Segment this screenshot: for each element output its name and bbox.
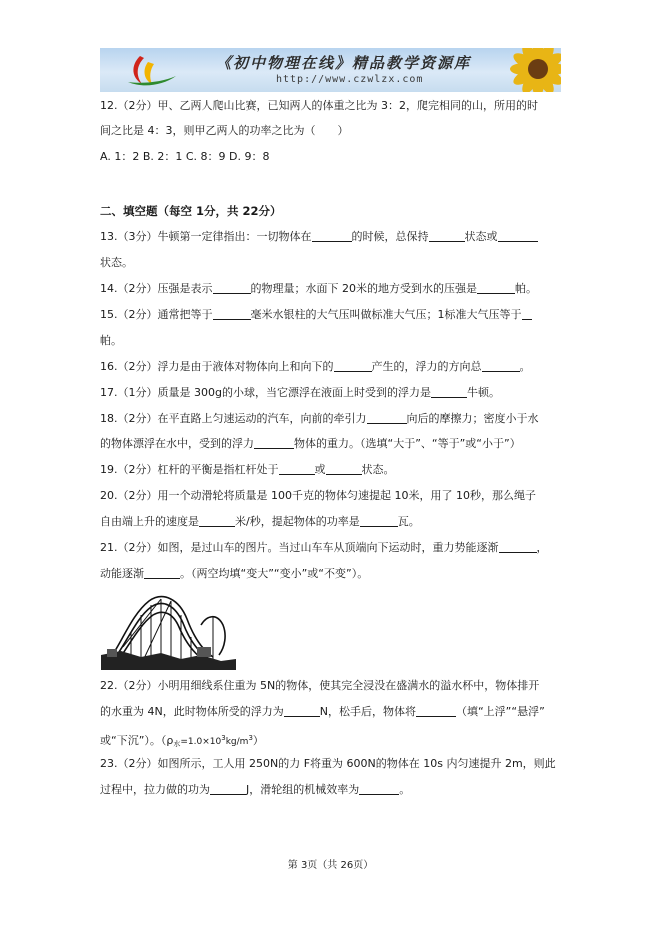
density-unit: kg/m xyxy=(225,737,249,747)
q18-text-b: 向后的摩擦力；密度小于水 xyxy=(406,412,539,425)
banner-title: 《初中物理在线》精品教学资源库 xyxy=(216,54,472,72)
unit-exponent: 3 xyxy=(248,734,253,742)
answer-blank[interactable] xyxy=(199,515,235,527)
q12-line2: 间之比是 4：3，则甲乙两人的功率之比为（ ） xyxy=(100,124,349,137)
q19-line xyxy=(100,463,395,477)
q16-text-b: 产生的，浮力的方向总 xyxy=(371,360,482,373)
q13-text-c: 状态或 xyxy=(464,230,498,243)
answer-blank[interactable] xyxy=(254,437,294,449)
answer-blank[interactable] xyxy=(213,308,251,320)
q18-text-c: 的物体漂浮在水中，受到的浮力 xyxy=(100,437,254,450)
answer-blank[interactable] xyxy=(416,705,456,717)
q12-line1: 12.（2分）甲、乙两人爬山比赛，已知两人的体重之比为 3：2，爬完相同的山，所用的时 xyxy=(100,99,538,112)
q13-text-b: 的时候，总保持 xyxy=(351,230,429,243)
roller-coaster-figure xyxy=(101,585,236,670)
q20-text-c: 米/秒，提起物体的功率是 xyxy=(235,515,360,528)
q20-line2 xyxy=(100,515,420,529)
answer-blank[interactable] xyxy=(360,515,398,527)
header-banner xyxy=(100,48,561,92)
answer-blank[interactable] xyxy=(213,282,251,294)
q14-text-c: 帕。 xyxy=(515,282,537,295)
q16-text-a: 16.（2分）浮力是由于液体对物体向上和向下的 xyxy=(100,360,334,373)
q17-text-b: 牛顿。 xyxy=(466,386,500,399)
q13-line1 xyxy=(100,230,538,244)
page-number: 第 3页（共 26页） xyxy=(287,860,374,871)
q13-line2: 状态。 xyxy=(100,256,133,269)
q22-text-e: 或“下沉”）。（ρ xyxy=(100,734,174,747)
q18-text-a: 18.（2分）在平直路上匀速运动的汽车，向前的牵引力 xyxy=(100,412,367,425)
answer-blank[interactable] xyxy=(499,541,537,553)
q12-options: A. 1：2 B. 2：1 C. 8：9 D. 9：8 xyxy=(100,150,270,163)
q21-text-d: 。（两空均填“变大”“变小”或“不变”）。 xyxy=(180,567,369,580)
answer-blank[interactable] xyxy=(359,783,399,795)
q23-text-d: 。 xyxy=(399,783,411,796)
answer-blank[interactable] xyxy=(482,360,520,372)
q22-text-d: （填“上浮”“悬浮” xyxy=(455,705,545,718)
answer-blank[interactable] xyxy=(284,705,320,717)
q17-line xyxy=(100,386,500,400)
q16-text-c: 。 xyxy=(519,360,531,373)
q21-line2 xyxy=(100,567,368,581)
q22-line2 xyxy=(100,705,545,719)
q20-text-b: 自由端上升的速度是 xyxy=(100,515,199,528)
q15-text-b: 毫米水银柱的大气压叫做标准大气压；1标准大气压等于 xyxy=(250,308,522,321)
section-title: 二、填空题（每空 1分，共 22分） xyxy=(100,204,282,218)
q20-line1: 20.（2分）用一个动滑轮将质量是 100千克的物体匀速提起 10米，用了 10秒，那么绳子 xyxy=(100,489,536,502)
answer-blank[interactable] xyxy=(477,282,515,294)
q19-text-a: 19.（2分）杠杆的平衡是指杠杆处于 xyxy=(100,463,279,476)
q22-text-c: N，松手后，物体将 xyxy=(319,705,416,718)
q18-line2 xyxy=(100,437,521,451)
q22-text-b: 的水重为 4N，此时物体所受的浮力为 xyxy=(100,705,284,718)
q21-text-a: 21.（2分）如图，是过山车的图片。当过山车车从顶端向下运动时，重力势能逐渐 xyxy=(100,541,499,554)
answer-blank[interactable] xyxy=(144,567,180,579)
answer-blank[interactable] xyxy=(522,308,532,320)
answer-blank[interactable] xyxy=(334,360,372,372)
answer-blank[interactable] xyxy=(431,386,467,398)
answer-blank[interactable] xyxy=(498,230,538,242)
answer-blank[interactable] xyxy=(312,230,352,242)
q22-line1: 22.（2分）小明用细线系住重为 5N的物体，使其完全浸没在盛满水的溢水杯中，物体排开 xyxy=(100,679,540,692)
q23-text-c: J，滑轮组的机械效率为 xyxy=(246,783,360,796)
q14-text-b: 的物理量；水面下 20米的地方受到水的压强是 xyxy=(250,282,477,295)
density-value: =1.0×10 xyxy=(180,737,222,747)
banner-url: http://www.czwlzx.com xyxy=(276,74,424,85)
answer-blank[interactable] xyxy=(210,783,246,795)
answer-blank[interactable] xyxy=(367,412,407,424)
answer-blank[interactable] xyxy=(326,463,362,475)
q22-close: ） xyxy=(252,734,264,747)
q15-text-a: 15.（2分）通常把等于 xyxy=(100,308,213,321)
q13-text-a: 13.（3分）牛顿第一定律指出：一切物体在 xyxy=(100,230,312,243)
q22-line3 xyxy=(100,731,264,751)
q21-line1 xyxy=(100,541,548,555)
q18-text-d: 物体的重力。（选填“大于”、“等于”或“小于”） xyxy=(294,437,521,450)
q15-line2: 帕。 xyxy=(100,334,122,347)
density-subscript: 水 xyxy=(173,740,181,748)
q17-text-a: 17.（1分）质量是 300g的小球，当它漂浮在液面上时受到的浮力是 xyxy=(100,386,431,399)
answer-blank[interactable] xyxy=(429,230,465,242)
answer-blank[interactable] xyxy=(279,463,315,475)
banner-logo-icon xyxy=(122,52,182,88)
q16-line xyxy=(100,360,531,374)
q21-text-b: ， xyxy=(536,541,548,554)
q18-line1 xyxy=(100,412,539,426)
exponent: 3 xyxy=(221,734,226,742)
q15-line1 xyxy=(100,308,532,322)
q19-text-c: 状态。 xyxy=(361,463,395,476)
q14-line xyxy=(100,282,537,296)
q14-text-a: 14.（2分）压强是表示 xyxy=(100,282,213,295)
q20-text-d: 瓦。 xyxy=(397,515,420,528)
sunflower-icon xyxy=(509,48,561,92)
q23-line1: 23.（2分）如图所示，工人用 250N的力 F将重为 600N的物体在 10s 内匀速提升 2m，则此 xyxy=(100,757,556,770)
q23-text-b: 过程中，拉力做的功为 xyxy=(100,783,210,796)
q21-text-c: 动能逐渐 xyxy=(100,567,144,580)
q19-text-b: 或 xyxy=(314,463,326,476)
q23-line2 xyxy=(100,783,410,797)
